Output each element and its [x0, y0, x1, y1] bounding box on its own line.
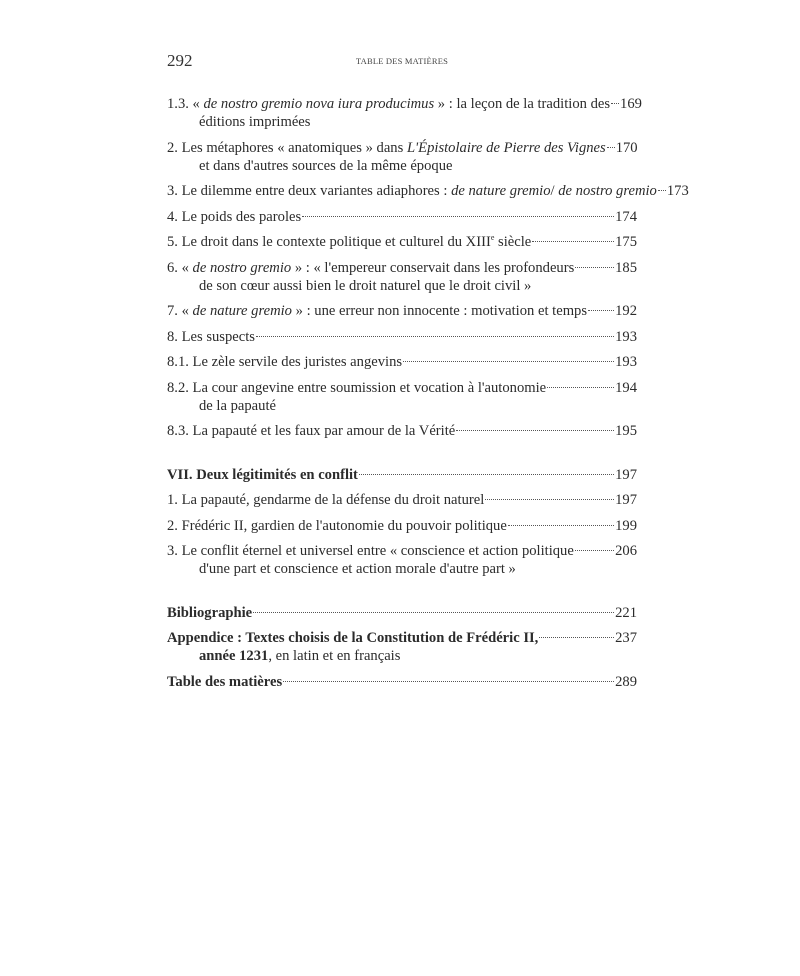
toc-entry-line — [167, 323, 637, 346]
toc-page-number: 173 — [666, 183, 689, 199]
toc-entry-line — [167, 90, 642, 113]
dot-leader — [508, 512, 614, 530]
toc-entry[interactable] — [167, 599, 637, 622]
dot-leader — [253, 599, 614, 617]
toc-entry-line — [167, 599, 637, 622]
toc-entry-number: 7. — [167, 303, 182, 319]
toc-entry-text: de nature gremio — [451, 183, 551, 199]
toc-entry-continuation: de la papauté — [199, 397, 276, 414]
toc-entry-line — [167, 134, 637, 157]
toc-entry[interactable] — [167, 297, 637, 320]
toc-entry-title — [167, 182, 657, 200]
toc-entry[interactable] — [167, 90, 642, 131]
toc-entry-number: 6. — [167, 259, 182, 276]
dot-leader — [588, 297, 614, 315]
toc-entry-text: La papauté, gendarme de la défense du droit naturel — [181, 492, 485, 508]
toc-entry-line — [167, 668, 637, 691]
toc-entry-title — [167, 233, 531, 251]
toc-entry-text: « — [181, 259, 193, 276]
toc-entry-line — [167, 348, 637, 371]
toc-entry-line — [167, 177, 689, 200]
toc-entry-text: / — [550, 183, 559, 199]
toc-entry[interactable] — [167, 668, 637, 691]
toc-entry[interactable] — [167, 203, 637, 226]
page-header — [167, 50, 637, 74]
dot-leader — [456, 417, 614, 435]
toc-page-number: 193 — [615, 328, 637, 345]
dot-leader — [485, 486, 614, 504]
toc-entry-title — [167, 422, 455, 440]
toc-page-number: 195 — [615, 423, 637, 439]
toc-entry-text: Appendice : Textes choisis de la Constitution de Frédéric II, — [167, 630, 539, 646]
toc-entry-continuation: éditions imprimées — [199, 114, 311, 130]
toc-entry[interactable] — [167, 461, 637, 484]
toc-entry[interactable] — [167, 228, 637, 251]
toc-page-number: 175 — [615, 234, 637, 250]
toc-entry-title — [167, 542, 574, 560]
toc-entry-title — [167, 491, 484, 509]
toc-entry-text: e — [490, 233, 495, 242]
toc-entry-line — [167, 512, 637, 535]
toc-page-number: 193 — [615, 354, 637, 370]
toc-entry-number: 5. — [167, 234, 182, 250]
toc-entry[interactable] — [167, 624, 637, 665]
toc-entry-line — [167, 624, 637, 647]
toc-entry-text: Frédéric II, gardien de l'autonomie du pouvoir politique — [181, 517, 507, 534]
toc-entry-number: 8.3. — [167, 423, 193, 439]
toc-entry-continuation-text: année 1231 — [199, 648, 269, 664]
toc-entry-text: La cour angevine entre soumission et vocation à l'autonomie — [192, 379, 547, 396]
toc-entry-line — [167, 374, 637, 397]
toc-entry[interactable] — [167, 134, 637, 175]
toc-entry-continuation: et dans d'autres sources de la même époque — [199, 157, 453, 174]
dot-leader — [607, 134, 615, 152]
toc-entry-title — [167, 353, 402, 371]
dot-leader — [359, 461, 614, 479]
toc-entry-text: Bibliographie — [167, 604, 253, 621]
toc-page-number: 206 — [615, 543, 637, 559]
toc-entry-number: 8. — [167, 328, 182, 345]
toc-entry-text: de nature gremio — [192, 303, 292, 319]
toc-entry-text: « — [192, 96, 204, 112]
toc-page-number: 170 — [615, 139, 638, 156]
toc-entry-number: 3. — [167, 543, 182, 559]
page-number: 292 — [167, 51, 193, 70]
toc-page-number: 197 — [615, 466, 637, 483]
dot-leader — [539, 624, 614, 642]
toc-page-number: 197 — [615, 492, 637, 508]
toc-entry-line — [167, 486, 637, 509]
toc-entry[interactable] — [167, 417, 637, 440]
toc-entry-number: 3. — [167, 183, 182, 199]
toc-entry[interactable] — [167, 374, 637, 415]
toc-entry-number: 1. — [167, 492, 182, 508]
toc-entry-title — [167, 259, 574, 277]
toc-entry-text: Le conflit éternel et universel entre « conscience et action politique — [181, 543, 574, 559]
toc-page-number: 199 — [615, 517, 637, 534]
toc-entry-text: de nostro gremio — [192, 259, 292, 276]
toc-entry-number: 2. — [167, 517, 182, 534]
toc-entry-line — [167, 254, 637, 277]
toc-entry-title — [167, 139, 606, 157]
toc-entry-text: Les métaphores « anatomiques » dans — [181, 139, 407, 156]
toc-entry-text: VII. Deux légitimités en conflit — [167, 466, 358, 483]
section-gap — [167, 581, 637, 599]
toc-page-number: 185 — [615, 259, 637, 276]
toc-entry-title — [167, 673, 282, 691]
toc-page-number: 169 — [620, 96, 642, 112]
toc-entry-line — [167, 417, 637, 440]
toc-entry-title — [167, 302, 587, 320]
toc-entry-line — [167, 537, 637, 560]
toc-entry-text: La papauté et les faux par amour de la Vérité — [192, 423, 456, 439]
toc-entry-text: Le dilemme entre deux variantes adiaphores : — [181, 183, 452, 199]
toc-page-number: 237 — [615, 630, 637, 646]
dot-leader — [575, 254, 614, 272]
toc-entry-text: Table des matières — [167, 673, 283, 690]
toc-entry[interactable] — [167, 323, 637, 346]
dot-leader — [611, 90, 619, 108]
toc-entry-line — [167, 461, 637, 484]
dot-leader — [403, 348, 614, 366]
toc-entry-continuation-text: , en latin et en français — [268, 648, 401, 664]
toc-entry[interactable] — [167, 254, 637, 295]
toc-entry-text: Les suspects — [181, 328, 255, 345]
dot-leader — [575, 537, 614, 555]
toc-page-number: 289 — [615, 673, 637, 690]
toc-entry-text: « — [181, 303, 193, 319]
toc-entry-line — [167, 228, 637, 251]
dot-leader — [256, 323, 614, 341]
dot-leader — [532, 228, 614, 246]
toc-entry-number: 4. — [167, 208, 182, 225]
toc-page-number: 221 — [615, 604, 637, 621]
toc-entry[interactable] — [167, 537, 637, 578]
dot-leader — [547, 374, 614, 392]
toc-entry-text: de nostro gremio nova iura producimus — [203, 96, 435, 112]
toc-entry-text: Le droit dans le contexte politique et culturel du XIII — [181, 234, 491, 250]
toc-entry-text: Le zèle servile des juristes angevins — [192, 354, 403, 370]
toc-entry-title — [167, 95, 610, 113]
running-head: TABLE DES MATIÈRES — [355, 56, 449, 66]
table-of-contents — [167, 90, 689, 693]
toc-entry-text: Le poids des paroles — [181, 208, 302, 225]
toc-page-number: 174 — [615, 208, 637, 225]
toc-entry-text: » : une erreur non innocente : motivation et temps — [291, 303, 588, 319]
toc-entry-title — [167, 466, 358, 484]
toc-entry[interactable] — [167, 348, 637, 371]
toc-entry[interactable] — [167, 177, 689, 200]
toc-entry-title — [167, 328, 255, 346]
toc-entry-line — [167, 203, 637, 226]
dot-leader — [302, 203, 614, 221]
toc-entry-continuation: de son cœur aussi bien le droit naturel que le droit civil » — [199, 277, 532, 294]
toc-entry-number: 1.3. — [167, 96, 193, 112]
toc-entry[interactable] — [167, 486, 637, 509]
toc-entry-text: » : la leçon de la tradition des — [434, 96, 611, 112]
dot-leader — [658, 177, 666, 195]
toc-entry-number: 8.1. — [167, 354, 193, 370]
dot-leader — [283, 668, 614, 686]
toc-page-number: 192 — [615, 303, 637, 319]
toc-entry[interactable] — [167, 512, 637, 535]
toc-entry-title — [167, 604, 252, 622]
toc-entry-title — [167, 517, 507, 535]
section-gap — [167, 443, 637, 461]
toc-entry-text: » : « l'empereur conservait dans les profondeurs — [291, 259, 575, 276]
toc-entry-number: 8.2. — [167, 379, 193, 396]
toc-entry-continuation — [167, 647, 637, 665]
toc-entry-line — [167, 297, 637, 320]
toc-entry-continuation: d'une part et conscience et action morale d'autre part » — [199, 561, 516, 577]
toc-entry-text: L'Épistolaire de Pierre des Vignes — [406, 139, 606, 156]
toc-entry-number: 2. — [167, 139, 182, 156]
toc-entry-title — [167, 379, 546, 397]
toc-entry-text: siècle — [494, 234, 532, 250]
toc-entry-title — [167, 208, 301, 226]
toc-entry-text: de nostro gremio — [558, 183, 657, 199]
toc-page-number: 194 — [615, 379, 637, 396]
toc-entry-title — [167, 629, 538, 647]
